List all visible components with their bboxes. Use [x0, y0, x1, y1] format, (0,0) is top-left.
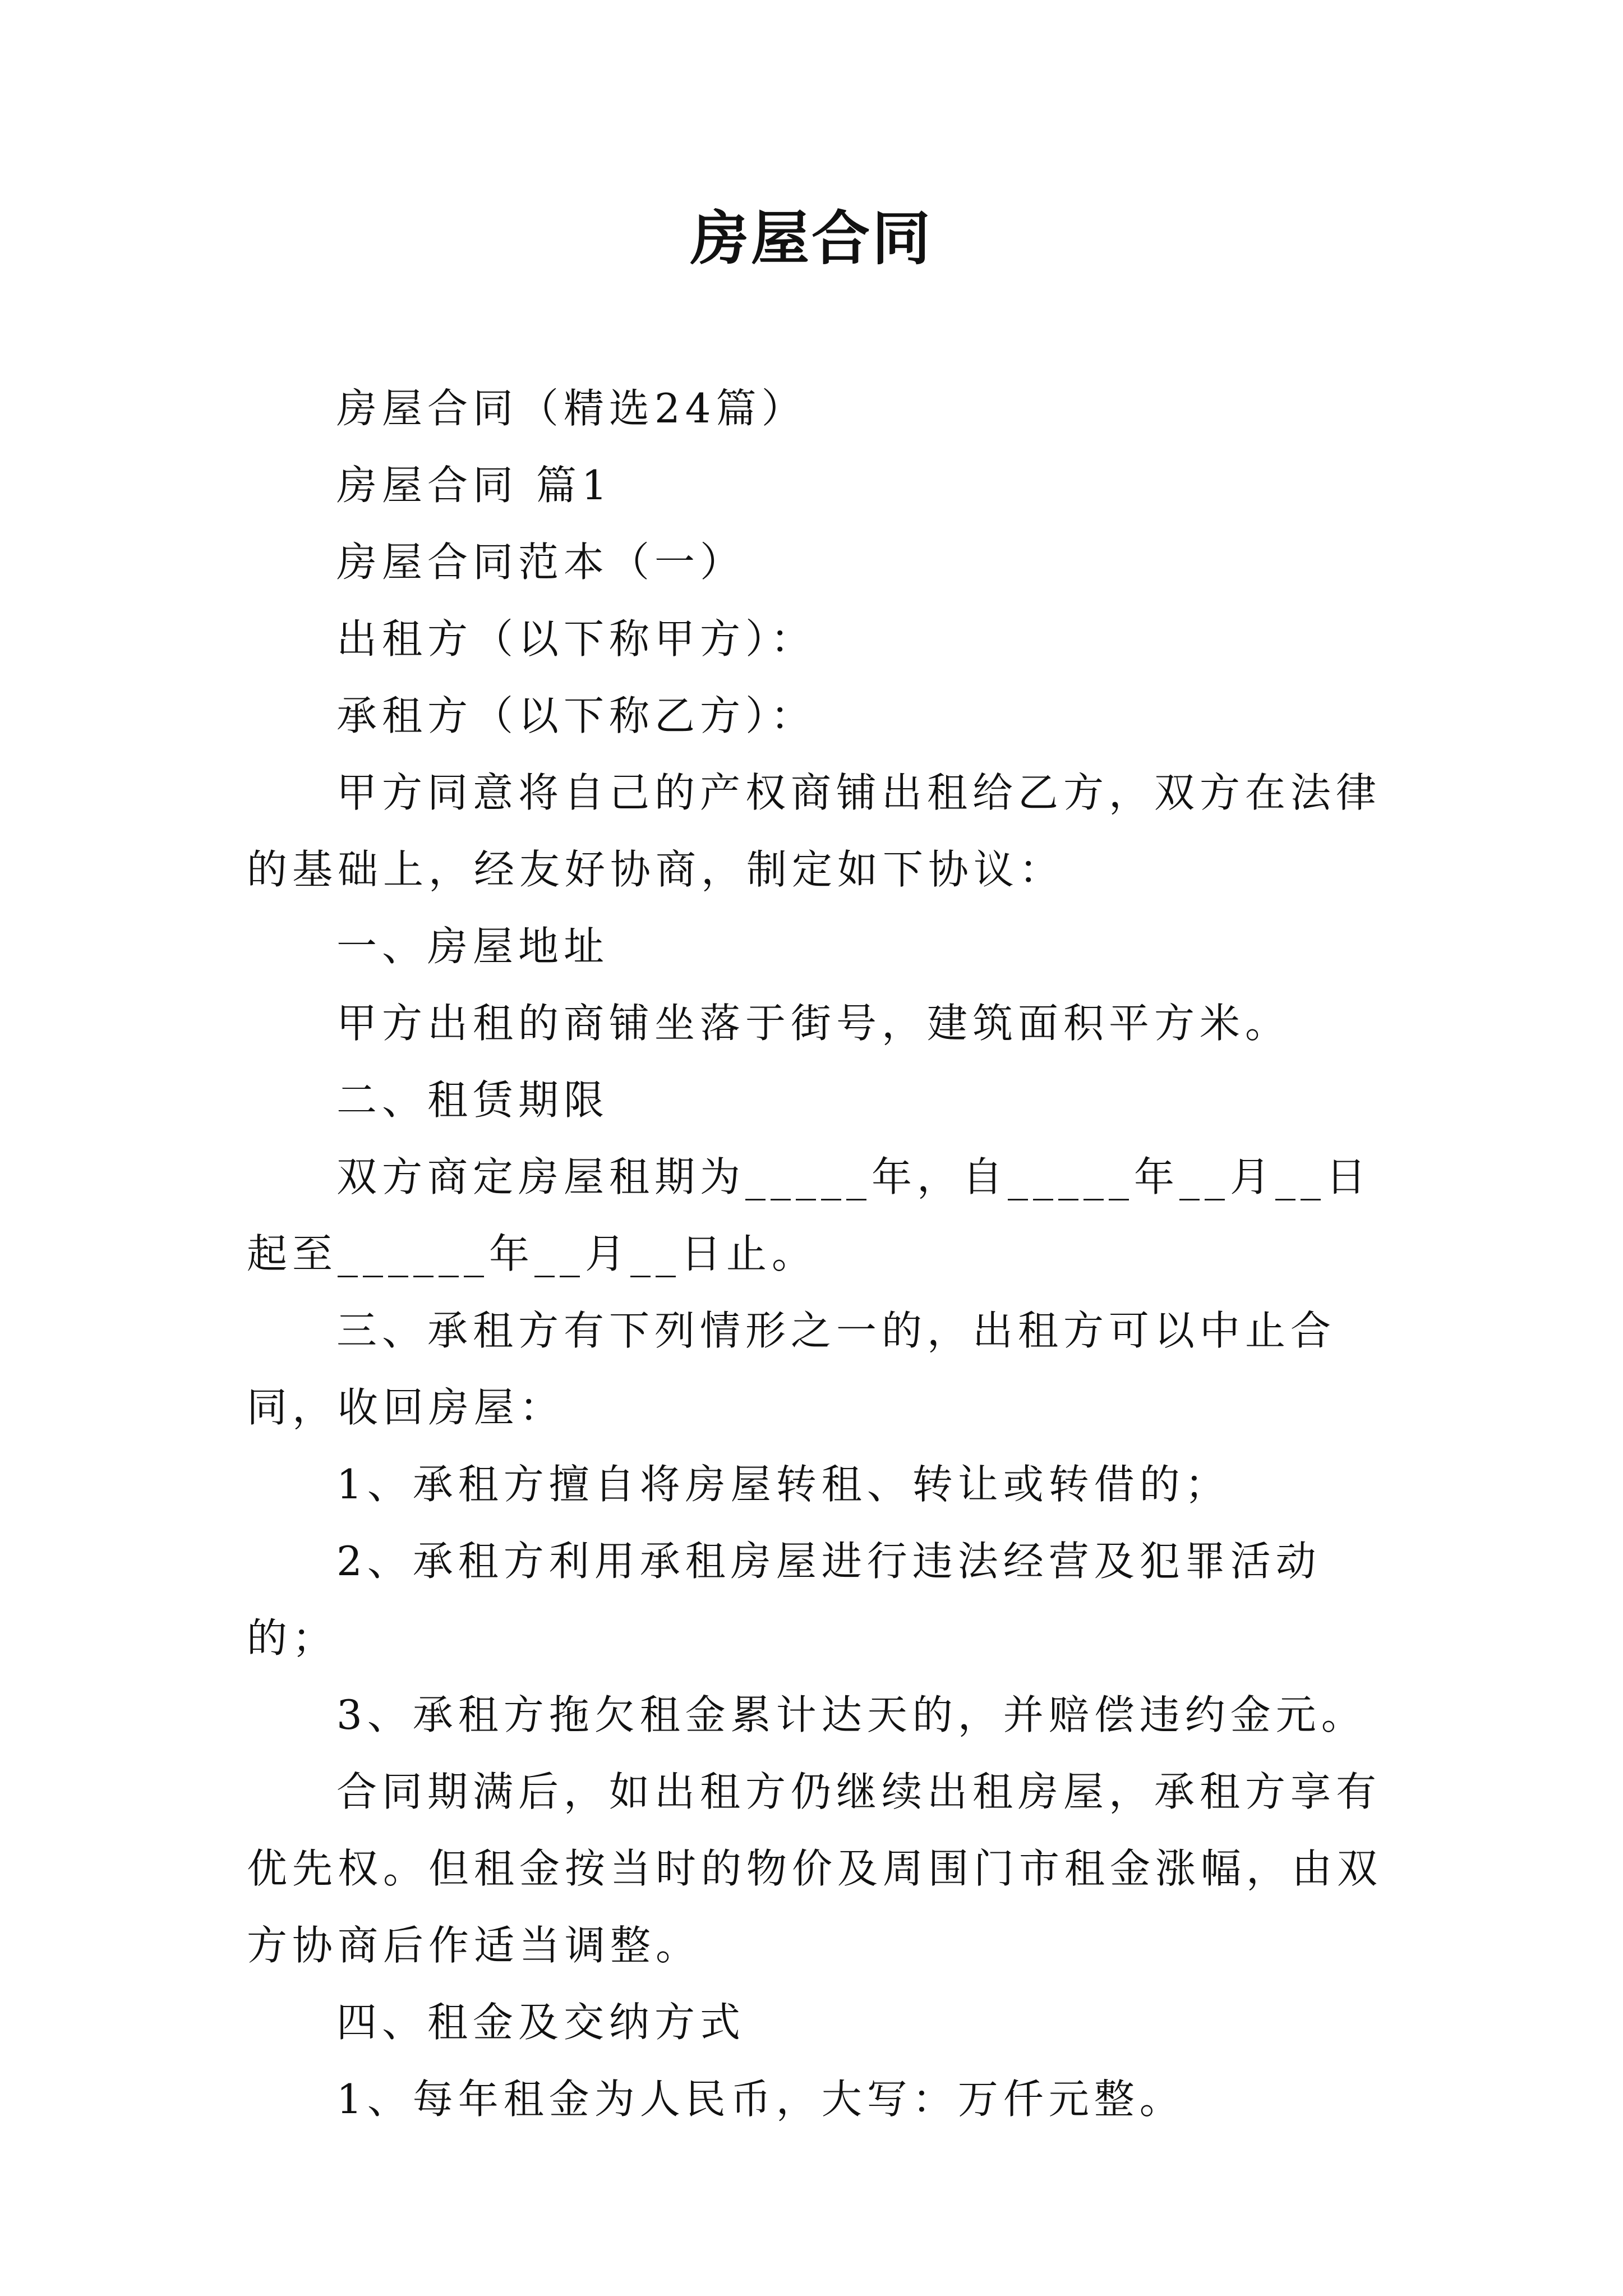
- list-item: 1、每年租金为人民币，大写：万仟元整。: [336, 2076, 1185, 2123]
- section-heading-rent: 四、租金及交纳方式: [336, 1999, 746, 2046]
- paragraph-collection-title: 房屋合同（精选24篇）: [336, 385, 807, 432]
- document-title: 房屋合同: [690, 204, 933, 273]
- list-item: 1、承租方擅自将房屋转租、转让或转借的；: [336, 1461, 1230, 1508]
- paragraph-renewal: 合同期满后，如出租方仍继续出租房屋，承租方享有优先权。但租金按当时的物价及周围门市租金涨幅，由双方协商后作适当调整。: [247, 1768, 1383, 1969]
- paragraph-lessor: 出租方（以下称甲方）：: [336, 615, 817, 662]
- list-item: 2、承租方利用承租房屋进行违法经营及犯罪活动的；: [247, 1538, 1321, 1662]
- paragraph-term: 双方商定房屋租期为_____年，自_____年__月__日起至______年__月__日止。: [247, 1153, 1372, 1277]
- paragraph-lessee: 承租方（以下称乙方）：: [336, 692, 817, 739]
- paragraph-chapter-label: 房屋合同 篇1: [336, 462, 612, 509]
- paragraph-template-title: 房屋合同范本（一）: [336, 539, 746, 586]
- list-item: 3、承租方拖欠租金累计达天的，并赔偿违约金元。: [336, 1691, 1367, 1738]
- paragraph-address: 甲方出租的商铺坐落于街号，建筑面积平方米。: [336, 1000, 1291, 1047]
- paragraph-preamble: 甲方同意将自己的产权商铺出租给乙方，双方在法律的基础上，经友好协商，制定如下协议：: [247, 769, 1382, 893]
- section-heading-term: 二、租赁期限: [336, 1076, 610, 1124]
- document-body: [247, 370, 1391, 2138]
- section-heading-address: 一、房屋地址: [336, 923, 610, 970]
- section-heading-termination: 三、承租方有下列情形之一的，出租方可以中止合同，收回房屋：: [247, 1307, 1336, 1431]
